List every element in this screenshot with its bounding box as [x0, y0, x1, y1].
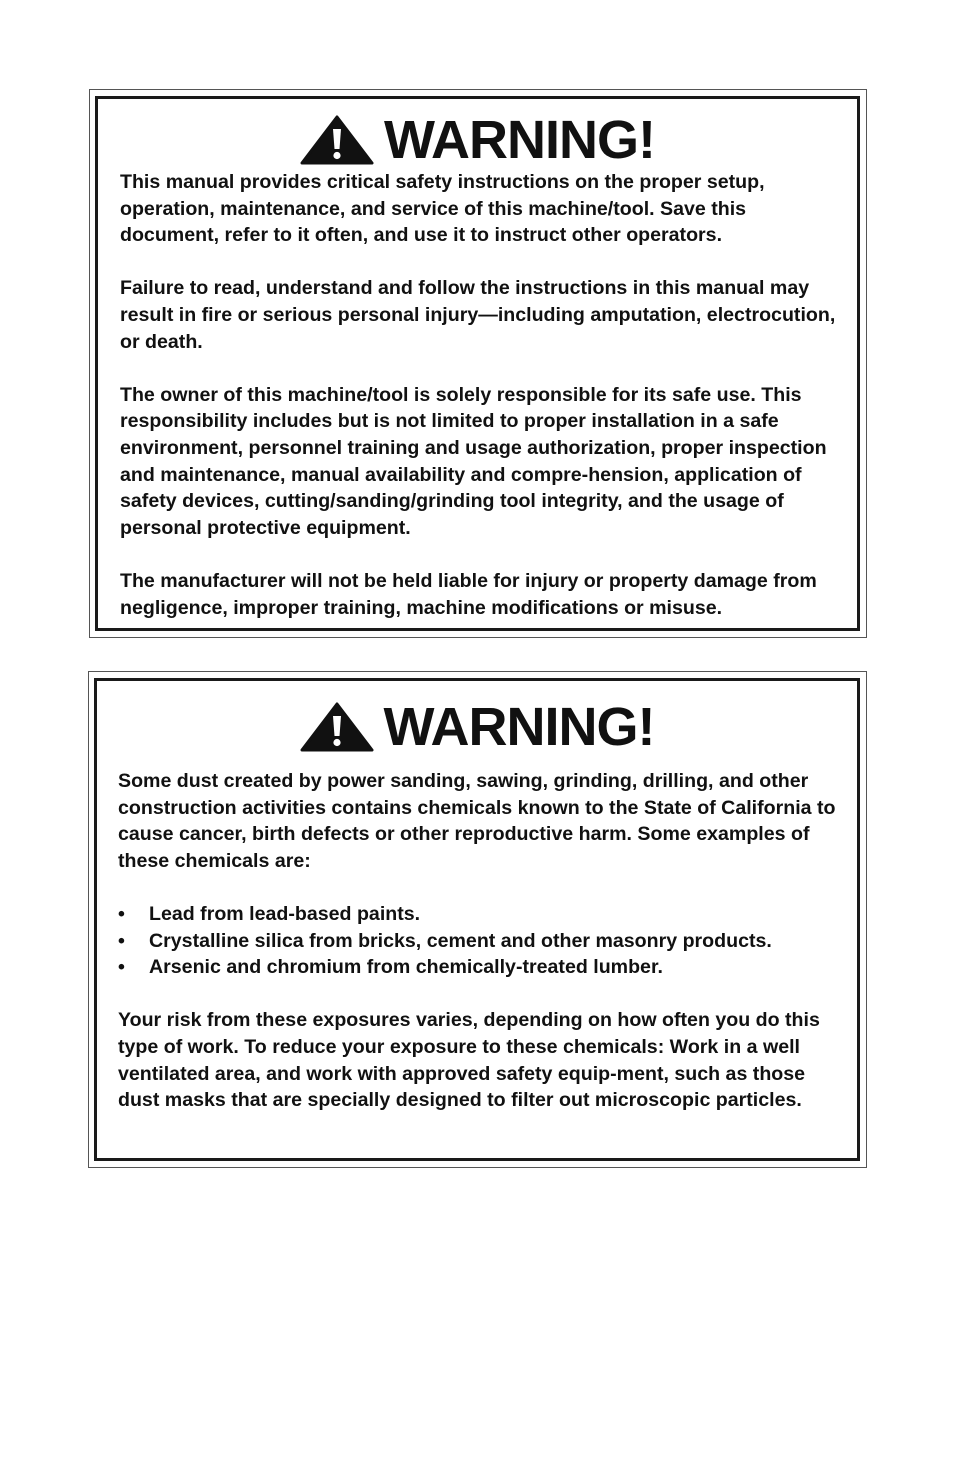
warning-box-manual: [89, 89, 867, 638]
warning-box-frame: [94, 678, 860, 1161]
warning-paragraph: The manufacturer will not be held liable for injury or property damage from negligence, improper training, machine modifications or misuse.: [120, 569, 817, 619]
list-item: [118, 928, 847, 955]
warning-body: [120, 169, 847, 621]
warning-triangle-icon: [300, 702, 374, 752]
list-item-text: Lead from lead-based paints.: [149, 902, 421, 925]
list-item-text: Crystalline silica from bricks, cement and other masonry products.: [149, 929, 772, 952]
warning-paragraph: Failure to read, understand and follow the instructions in this manual may result in fire or serious personal injury—including amputation, electrocution, or death.: [120, 277, 836, 353]
bullet-icon: •: [118, 902, 125, 925]
chemical-list: [118, 901, 847, 981]
warning-box-frame: [95, 96, 860, 631]
warning-title: WARNING!: [383, 697, 655, 757]
list-item: [118, 901, 847, 928]
list-item: [118, 954, 847, 981]
bullet-icon: •: [118, 929, 125, 952]
warning-intro: Some dust created by power sanding, sawing, grinding, drilling, and other construction activities contains chemicals known to the State of California to cause cancer, birth defects or other reproductive harm. Some examples of these chemicals are:: [118, 770, 836, 872]
warning-closing: Your risk from these exposures varies, depending on how often you do this type of work. To reduce your exposure to these chemicals: Work in a well ventilated area, and work with approved safety equip-ment, such as those dust masks that are specially designed to filter out microscopic particles.: [118, 1009, 820, 1112]
warning-triangle-icon: [300, 115, 374, 165]
warning-paragraph: The owner of this machine/tool is solely responsible for its safe use. This responsibility includes but is not limited to proper installation in a safe environment, personnel training and usage authorization, proper inspection and maintenance, manual availability and compre-hension, application of safety devices, cutting/sanding/grinding tool integrity, and the usage of personal protective equipment.: [120, 383, 827, 539]
warning-title: WARNING!: [384, 110, 655, 170]
warning-heading: [97, 697, 857, 757]
warning-body: [118, 768, 847, 1114]
warning-paragraph: This manual provides critical safety instructions on the proper setup, operation, maintenance, and service of this machine/tool. Save this document, refer to it often, and use it to instruct other operators.: [120, 171, 765, 247]
list-item-text: Arsenic and chromium from chemically-treated lumber.: [149, 956, 663, 979]
warning-box-california: [88, 671, 867, 1168]
warning-heading: [98, 110, 857, 170]
bullet-icon: •: [118, 956, 125, 979]
